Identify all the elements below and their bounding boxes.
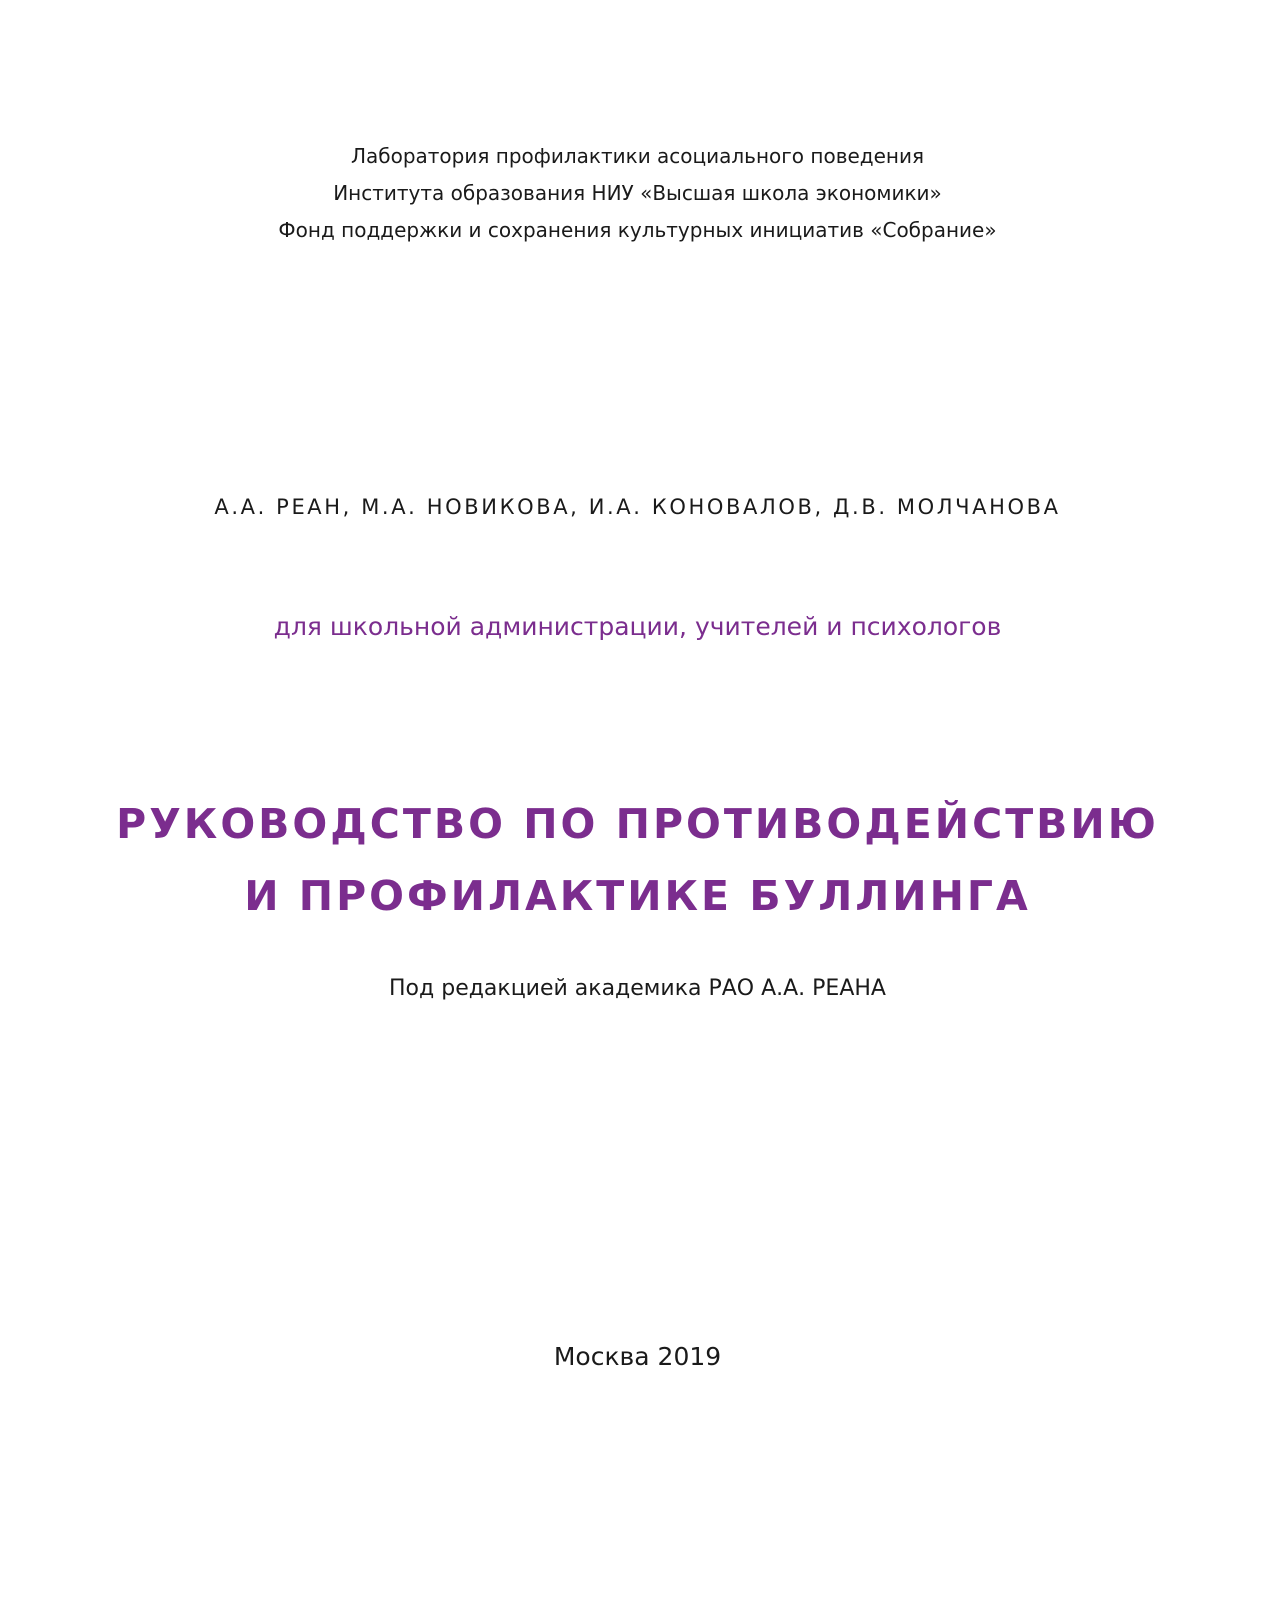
institution-line: Фонд поддержки и сохранения культурных инициатив «Собрание» — [278, 218, 997, 242]
institution-line: Института образования НИУ «Высшая школа экономики» — [333, 181, 942, 205]
editor-line: Под редакцией академика РАО А.А. РЕАНА — [389, 976, 886, 1001]
book-title-line-1: РУКОВОДСТВО ПО ПРОТИВОДЕЙСТВИЮ — [116, 800, 1159, 848]
book-title-line-2: И ПРОФИЛАКТИКЕ БУЛЛИНГА — [244, 872, 1031, 920]
book-title — [0, 788, 1275, 932]
audience-subtitle: для школьной администрации, учителей и психологов — [273, 612, 1002, 641]
institutions-block — [0, 138, 1275, 249]
city-year: Москва 2019 — [553, 1342, 722, 1371]
institution-line: Лаборатория профилактики асоциального поведения — [350, 144, 925, 168]
authors-line: А.А. РЕАН, М.А. НОВИКОВА, И.А. КОНОВАЛОВ, Д.В. МОЛЧАНОВА — [214, 495, 1061, 519]
